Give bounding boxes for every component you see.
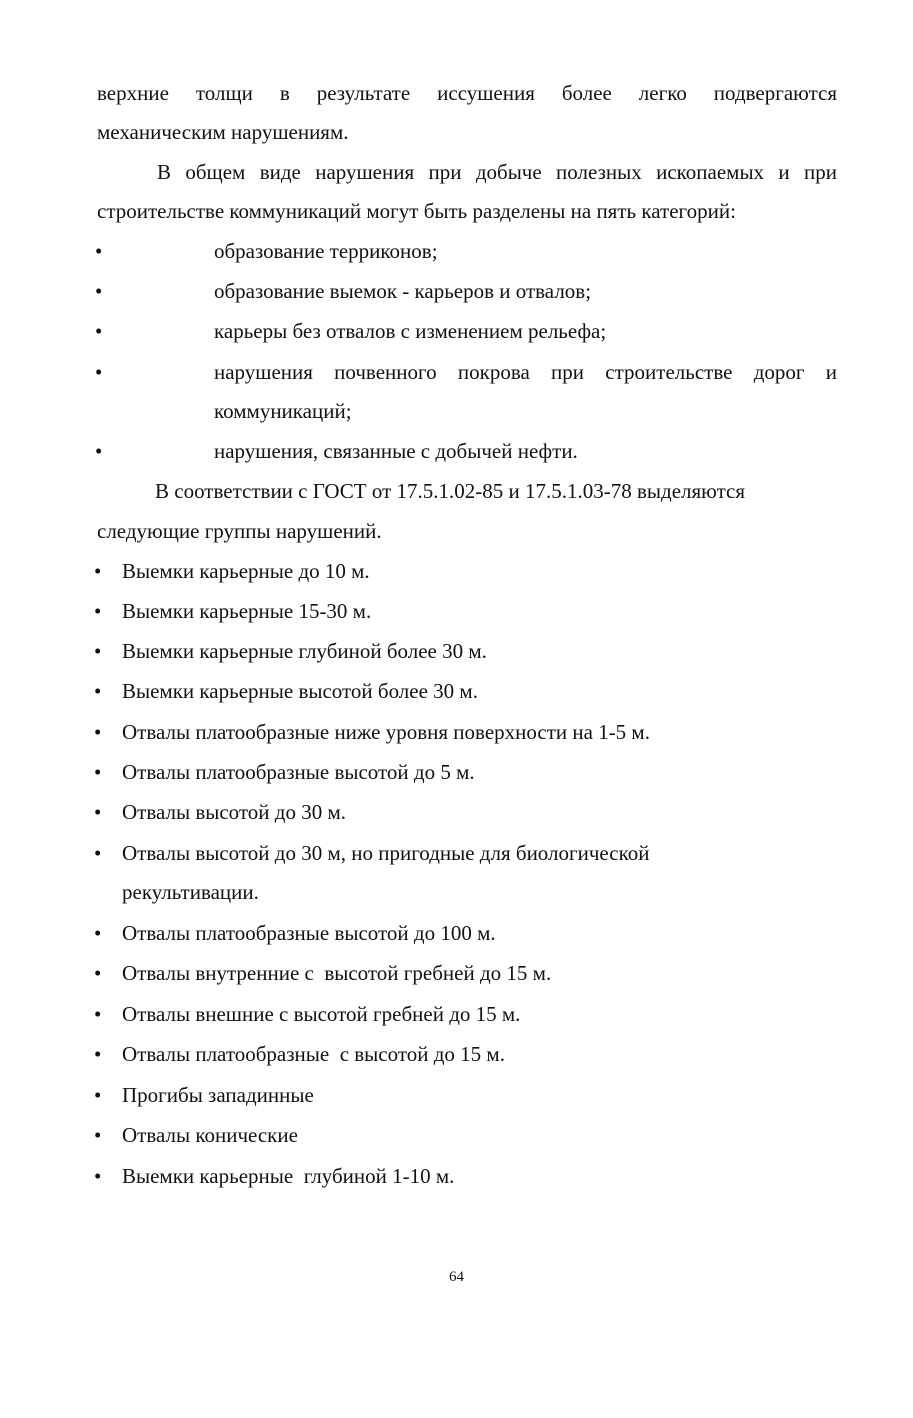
group-text: Прогибы западинные: [122, 1083, 314, 1107]
group-text: Отвалы платообразные высотой до 100 м.: [122, 921, 496, 945]
bullet-icon: •: [94, 1164, 102, 1188]
group-text: Выемки карьерные глубиной 1-10 м.: [122, 1164, 455, 1188]
paragraph-1-line-1: верхние толщи в результате иссушения более легко подвергаются: [97, 81, 837, 105]
category-text: нарушения, связанные с добычей нефти.: [214, 439, 578, 463]
group-text: Отвалы внутренние с высотой гребней до 15 м.: [122, 961, 552, 985]
category-text: образование терриконов;: [214, 239, 438, 263]
bullet-icon: •: [94, 639, 102, 663]
bullet-icon: •: [95, 319, 103, 343]
bullet-icon: •: [94, 1042, 102, 1066]
bullet-icon: •: [94, 921, 102, 945]
bullet-icon: •: [94, 679, 102, 703]
bullet-icon: •: [94, 961, 102, 985]
paragraph-2-line-1: В общем виде нарушения при добыче полезных ископаемых и при: [157, 160, 837, 184]
bullet-icon: •: [94, 1002, 102, 1026]
paragraph-3-line-2: следующие группы нарушений.: [97, 519, 382, 543]
group-text: Выемки карьерные 15-30 м.: [122, 599, 372, 623]
bullet-icon: •: [95, 439, 103, 463]
bullet-icon: •: [94, 1083, 102, 1107]
group-text: Отвалы высотой до 30 м, но пригодные для биологической: [122, 841, 650, 865]
bullet-icon: •: [95, 239, 103, 263]
bullet-icon: •: [94, 800, 102, 824]
group-text: Отвалы платообразные высотой до 5 м.: [122, 760, 475, 784]
category-text-continuation: коммуникаций;: [214, 399, 352, 423]
group-text-continuation: рекультивации.: [122, 880, 259, 904]
group-text: Выемки карьерные глубиной более 30 м.: [122, 639, 487, 663]
bullet-icon: •: [94, 720, 102, 744]
category-text: карьеры без отвалов с изменением рельефа;: [214, 319, 607, 343]
bullet-icon: •: [94, 599, 102, 623]
group-text: Отвалы конические: [122, 1123, 298, 1147]
category-text: образование выемок - карьеров и отвалов;: [214, 279, 592, 303]
bullet-icon: •: [95, 279, 103, 303]
group-text: Отвалы платообразные ниже уровня поверхности на 1-5 м.: [122, 720, 650, 744]
group-text: Отвалы внешние с высотой гребней до 15 м.: [122, 1002, 521, 1026]
group-text: Отвалы высотой до 30 м.: [122, 800, 347, 824]
group-text: Отвалы платообразные с высотой до 15 м.: [122, 1042, 505, 1066]
bullet-icon: •: [94, 1123, 102, 1147]
paragraph-1-line-2: механическим нарушениям.: [97, 120, 349, 144]
bullet-icon: •: [95, 360, 103, 384]
group-text: Выемки карьерные до 10 м.: [122, 559, 370, 583]
category-text: нарушения почвенного покрова при строительстве дорог и: [214, 360, 837, 384]
bullet-icon: •: [94, 841, 102, 865]
bullet-icon: •: [94, 559, 102, 583]
paragraph-3-line-1: В соответствии с ГОСТ от 17.5.1.02-85 и 17.5.1.03-78 выделяются: [155, 479, 745, 503]
bullet-icon: •: [94, 760, 102, 784]
paragraph-2-line-2: строительстве коммуникаций могут быть разделены на пять категорий:: [97, 199, 736, 223]
group-text: Выемки карьерные высотой более 30 м.: [122, 679, 478, 703]
page-number: 64: [449, 1269, 464, 1285]
